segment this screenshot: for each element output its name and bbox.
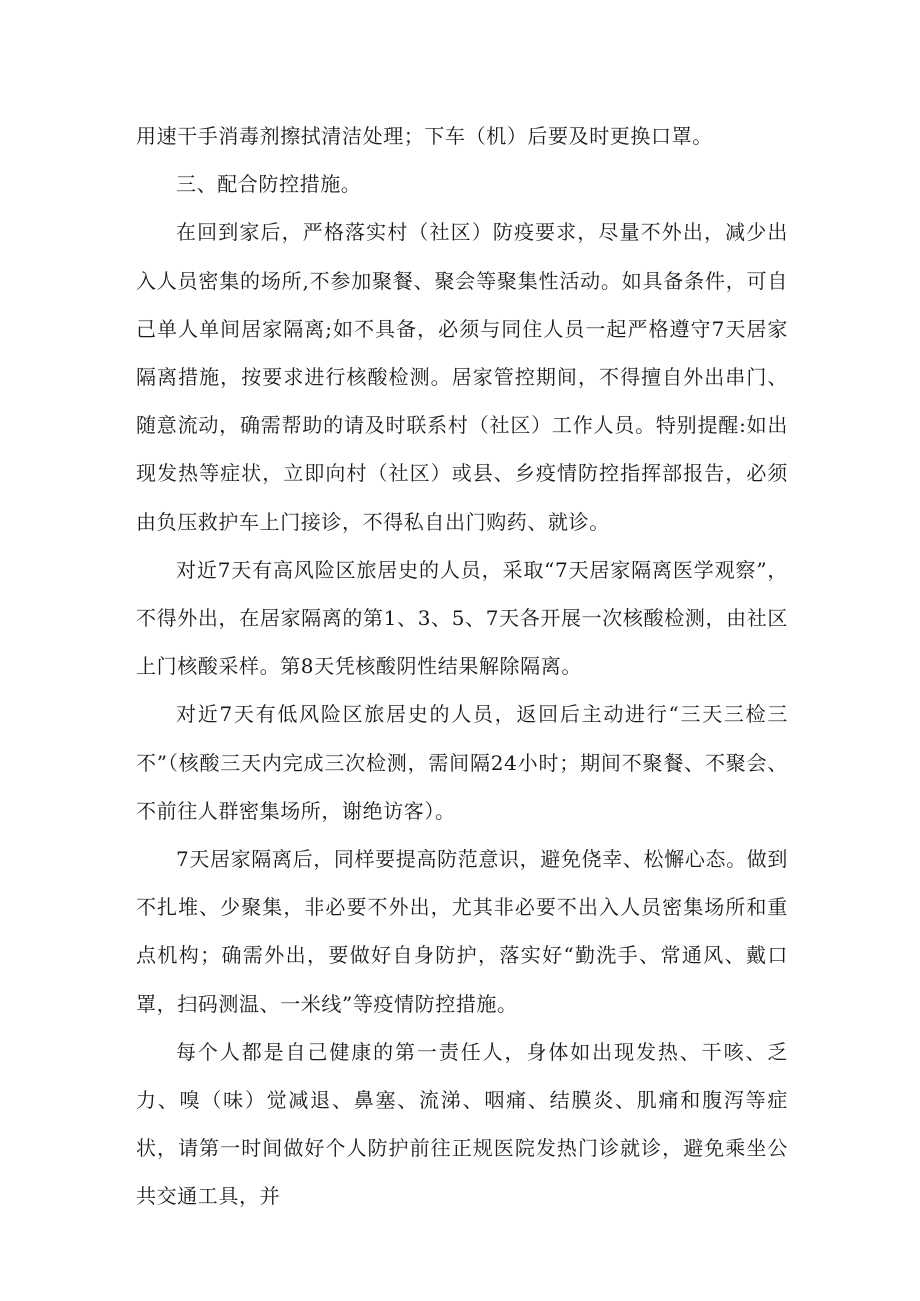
- paragraph-high-risk: 对近7天有高风险区旅居史的人员，采取“7天居家隔离医学观察”，不得外出，在居家隔离的第1、3、5、7天各开展一次核酸检测，由社区上门核酸采样。第8天凭核酸阴性结果解除隔离。: [136, 557, 788, 679]
- paragraph-home-quarantine: 在回到家后，严格落实村（社区）防疫要求，尽量不外出，减少出入人员密集的场所,不参加聚餐、聚会等聚集性活动。如具备条件，可自己单人单间居家隔离;如不具备，必须与同住人员一起严格遵守7天居家隔离措施，按要求进行核酸检测。居家管控期间，不得擅自外出串门、随意流动，确需帮助的请及时联系村（社区）工作人员。特别提醒:如出现发热等症状，立即向村（社区）或县、乡疫情防控指挥部报告，必须由负压救护车上门接诊，不得私自出门购药、就诊。: [136, 220, 788, 534]
- paragraph-symptoms: 每个人都是自己健康的第一责任人，身体如出现发热、干咳、乏力、嗅（味）觉减退、鼻塞、流涕、咽痛、结膜炎、肌痛和腹泻等症状，请第一时间做好个人防护前往正规医院发热门诊就诊，避免乘坐公共交通工具，并: [136, 1039, 788, 1209]
- paragraph-low-risk: 对近7天有低风险区旅居史的人员，返回后主动进行“三天三检三不”（核酸三天内完成三次检测，需间隔24小时；期间不聚餐、不聚会、不前往人群密集场所，谢绝访客）。: [136, 702, 788, 823]
- paragraph-after-quarantine: 7天居家隔离后，同样要提高防范意识，避免侥幸、松懈心态。做到不扎堆、少聚集，非必要不外出，尤其非必要不出入人员密集场所和重点机构；确需外出，要做好自身防护，落实好“勤洗手、常通风、戴口罩，扫码测温、一米线”等疫情防控措施。: [136, 847, 788, 1016]
- section-heading-3: 三、配合防控措施。: [176, 172, 362, 197]
- paragraph-1: 用速干手消毒剂擦拭清洁处理；下车（机）后要及时更换口罩。: [136, 124, 713, 148]
